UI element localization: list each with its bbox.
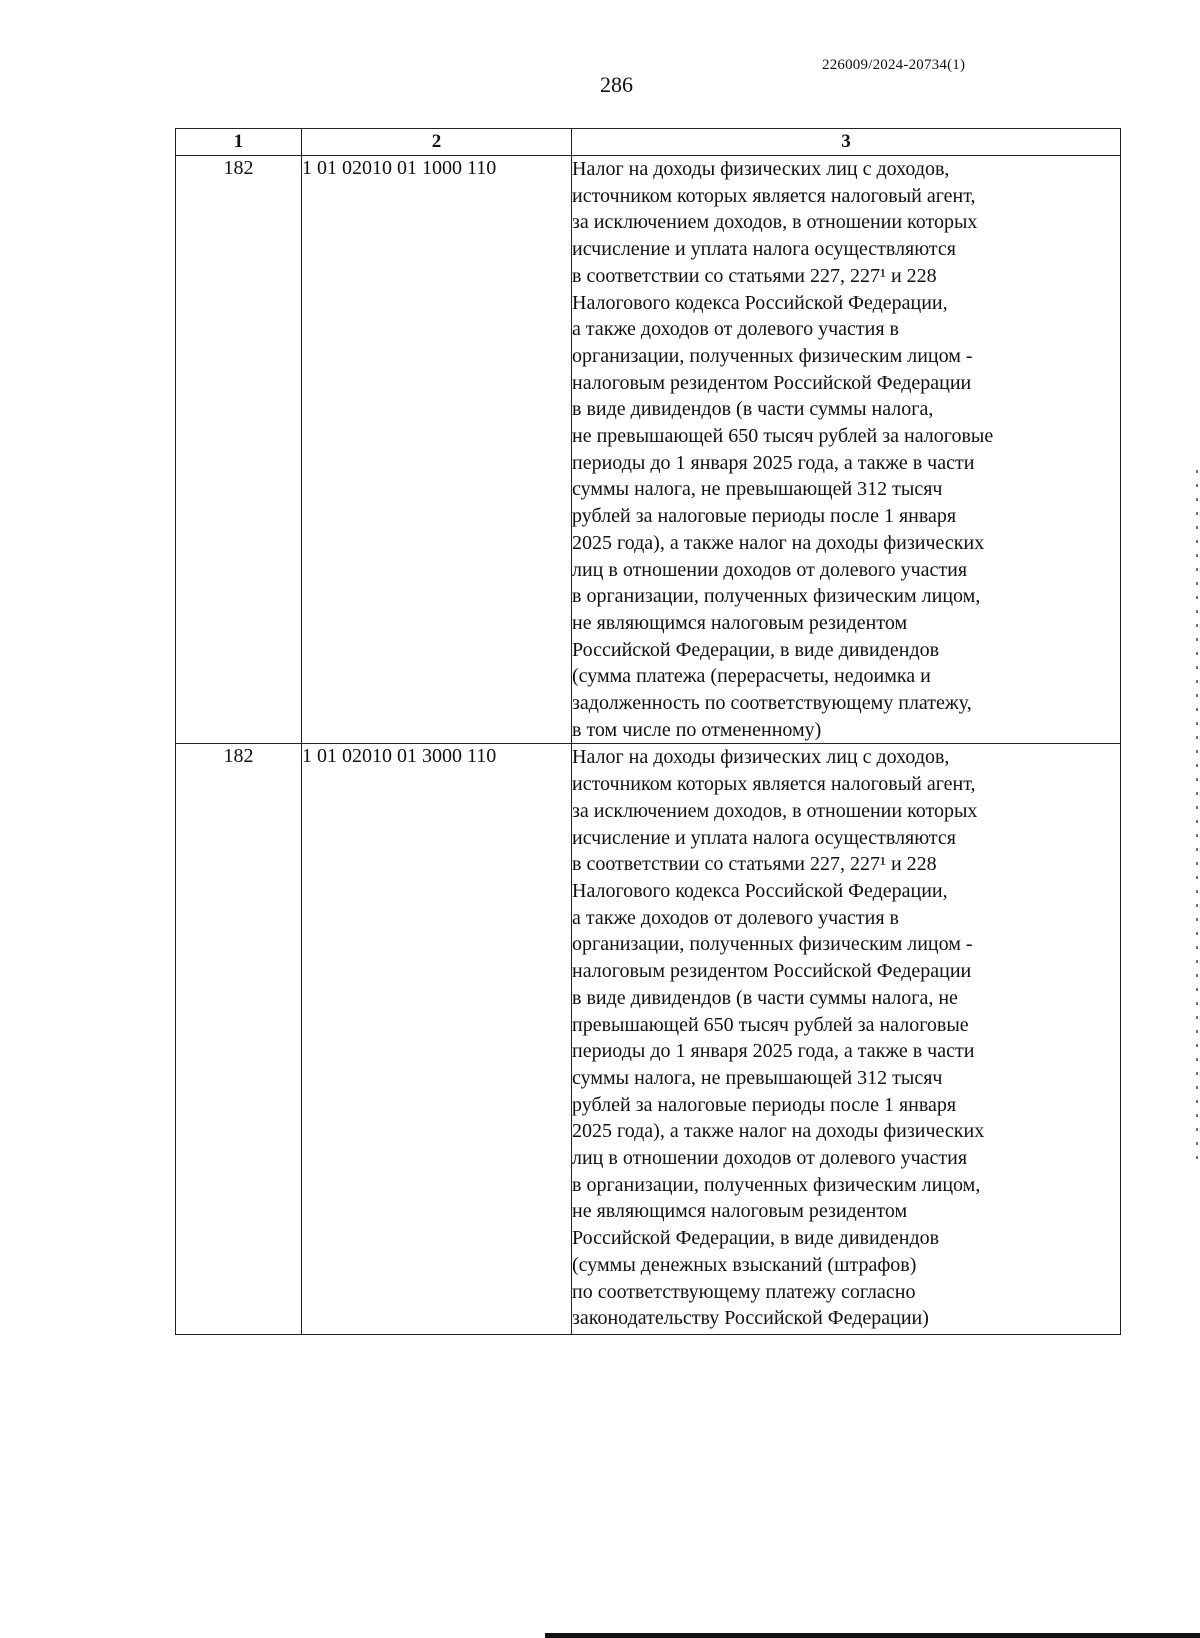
description-line: задолженность по соответствующему платежу, [572, 692, 972, 715]
description-line: в виде дивидендов (в части суммы налога, не [572, 986, 958, 1009]
description-line: в соответствии со статьями 227, 227¹ и 228 [572, 853, 937, 876]
column-header-2: 2 [302, 129, 572, 156]
description-line: а также доходов от долевого участия в [572, 906, 900, 929]
description-line: налоговым резидентом Российской Федерации [572, 960, 972, 983]
description-line: в том числе по отмененному) [572, 718, 822, 741]
description-line: суммы налога, не превышающей 312 тысяч [572, 478, 943, 501]
scan-bottom-edge [545, 1633, 1200, 1638]
description-line: организации, полученных физическим лицом - [572, 933, 973, 956]
description-line: Российской Федерации, в виде дивидендов [572, 638, 940, 661]
document-number: 226009/2024-20734(1) [822, 57, 966, 73]
description-line: превышающей 650 тысяч рублей за налоговые [572, 1013, 969, 1036]
description-line: 2025 года), а также налог на доходы физических [572, 531, 985, 554]
column-header-3: 3 [572, 129, 1121, 156]
header-row [176, 129, 1121, 156]
description-line: исчисление и уплата налога осуществляются [572, 238, 956, 261]
description-line: периоды до 1 января 2025 года, а также в части [572, 1040, 975, 1063]
description-line: (сумма платежа (перерасчеты, недоимка и [572, 665, 931, 688]
page-number: 286 [600, 72, 633, 97]
admin-code-cell: 182 [176, 744, 302, 1334]
description-line: налоговым резидентом Российской Федерации [572, 371, 972, 394]
column-header-1: 1 [176, 129, 302, 156]
description-line: в виде дивидендов (в части суммы налога, [572, 398, 934, 421]
description-line: в соответствии со статьями 227, 227¹ и 228 [572, 264, 937, 287]
description-line: за исключением доходов, в отношении которых [572, 799, 978, 822]
description-line: (суммы денежных взысканий (штрафов) [572, 1253, 917, 1276]
description-line: не являющимся налоговым резидентом [572, 611, 908, 634]
description-line: лиц в отношении доходов от долевого участия [572, 558, 968, 581]
description-cell [572, 156, 1121, 744]
table-row [176, 156, 1121, 744]
description-line: 2025 года), а также налог на доходы физических [572, 1120, 985, 1143]
description-line: не являющимся налоговым резидентом [572, 1200, 908, 1223]
description-line: Налогового кодекса Российской Федерации, [572, 879, 948, 902]
kbk-code-cell: 1 01 02010 01 1000 110 [302, 156, 572, 744]
description-line: Налог на доходы физических лиц с доходов, [572, 746, 950, 769]
budget-classification-table [175, 128, 1121, 1335]
description-line: исчисление и уплата налога осуществляются [572, 826, 956, 849]
table-row [176, 744, 1121, 1334]
description-line: за исключением доходов, в отношении которых [572, 211, 978, 234]
description-line: суммы налога, не превышающей 312 тысяч [572, 1066, 943, 1089]
table-body [176, 156, 1121, 1335]
description-line: источником которых является налоговый агент, [572, 184, 976, 207]
scan-edge-marks [1196, 470, 1198, 1170]
description-cell [572, 744, 1121, 1334]
description-line: рублей за налоговые периоды после 1 января [572, 505, 957, 528]
description-line: рублей за налоговые периоды после 1 января [572, 1093, 957, 1116]
description-line: в организации, полученных физическим лицом, [572, 1173, 981, 1196]
description-line: по соответствующему платежу согласно [572, 1280, 916, 1303]
description-line: а также доходов от долевого участия в [572, 318, 900, 341]
admin-code-cell: 182 [176, 156, 302, 744]
description-line: не превышающей 650 тысяч рублей за налоговые [572, 425, 994, 448]
description-line: Налогового кодекса Российской Федерации, [572, 291, 948, 314]
kbk-code-cell: 1 01 02010 01 3000 110 [302, 744, 572, 1334]
description-line: организации, полученных физическим лицом - [572, 344, 973, 367]
table-header [176, 129, 1121, 156]
description-line: периоды до 1 января 2025 года, а также в части [572, 451, 975, 474]
description-line: законодательству Российской Федерации) [572, 1307, 929, 1330]
description-line: в организации, полученных физическим лицом, [572, 585, 981, 608]
description-line: Российской Федерации, в виде дивидендов [572, 1227, 940, 1250]
description-line: Налог на доходы физических лиц с доходов, [572, 158, 950, 180]
description-line: источником которых является налоговый агент, [572, 773, 976, 796]
description-line: лиц в отношении доходов от долевого участия [572, 1147, 968, 1170]
